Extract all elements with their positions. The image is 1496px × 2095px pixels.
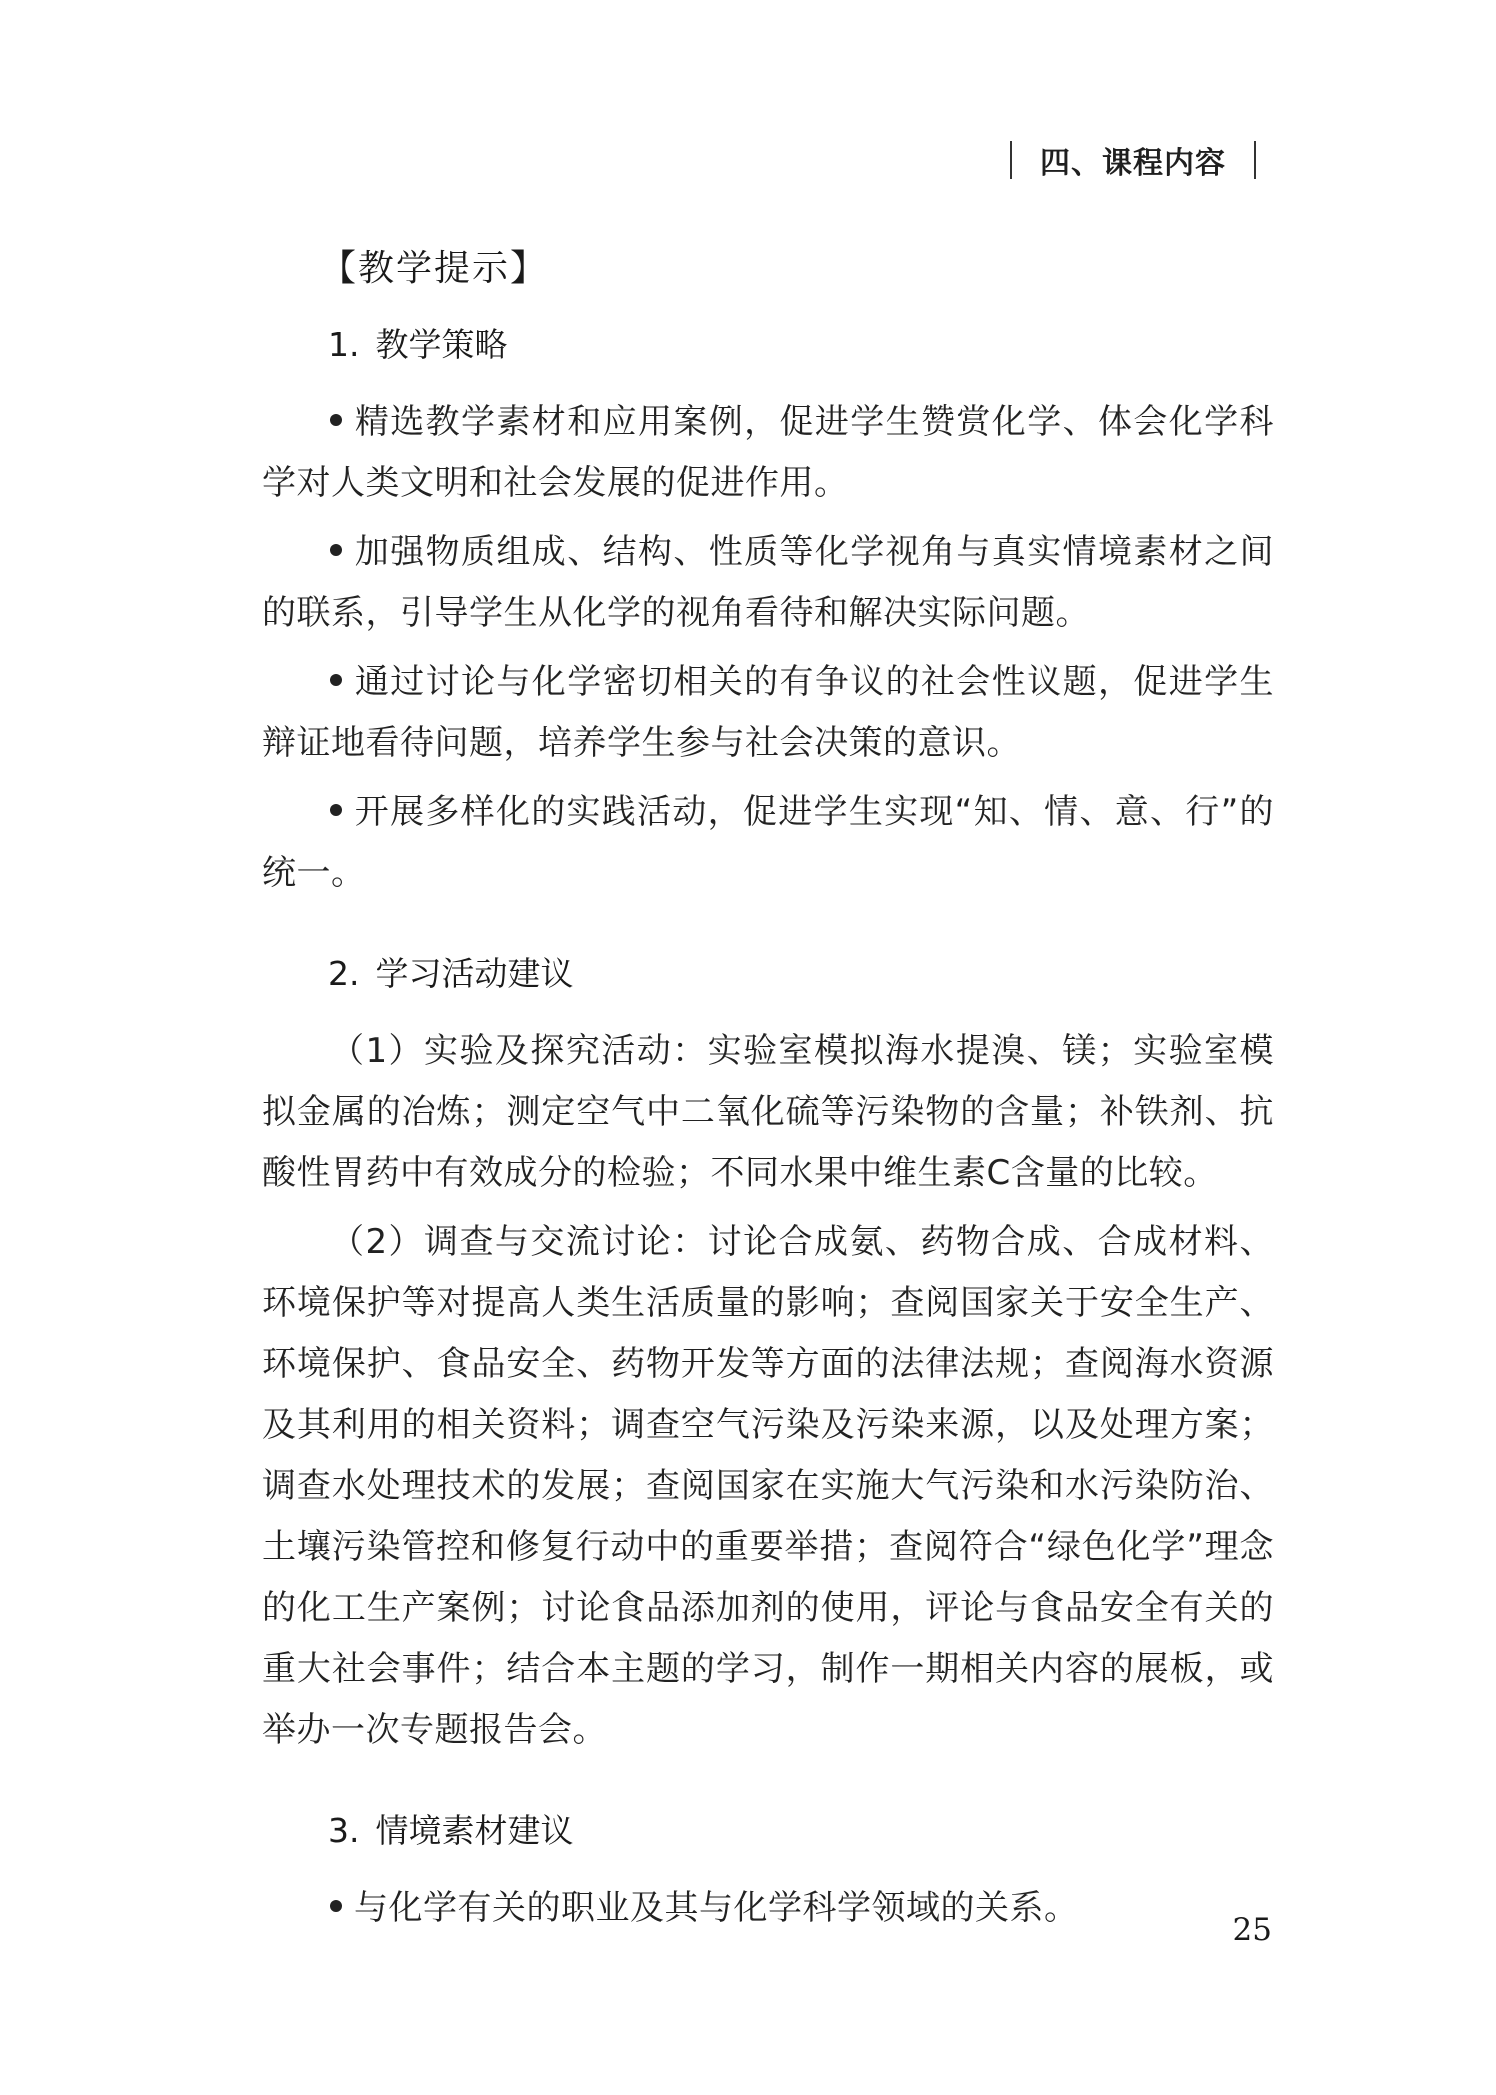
running-header: [982, 138, 1284, 182]
section-heading-activities: [328, 948, 1274, 995]
bullet-paragraph: 开展多样化的实践活动，促进学生实现“知、情、意、行”的统一。: [262, 792, 1274, 893]
section-spacer: [262, 912, 1274, 948]
chapter-title: 四、课程内容: [1040, 146, 1226, 181]
section-title: 教学策略: [375, 325, 508, 364]
numbered-paragraph: （1）实验及探究活动：实验室模拟海水提溴、镁；实验室模拟金属的冶炼；测定空气中二氧化硫等污染物的含量；补铁剂、抗酸性胃药中有效成分的检验；不同水果中维生素C含量的比较。: [262, 1031, 1274, 1193]
bullet-icon: [330, 804, 342, 816]
bullet-paragraph: 加强物质组成、结构、性质等化学视角与真实情境素材之间的联系，引导学生从化学的视角看待和解决实际问题。: [262, 532, 1274, 633]
page-body: [262, 240, 1274, 1947]
section-heading-strategy: [328, 319, 1274, 366]
teaching-tips-heading: 【教学提示】: [320, 248, 549, 289]
numbered-paragraph: （2）调查与交流讨论：讨论合成氨、药物合成、合成材料、环境保护等对提高人类生活质量的影响；查阅国家关于安全生产、环境保护、食品安全、药物开发等方面的法律法规；查阅海水资源及其利用的相关资料；调查空气污染及污染来源，以及处理方案；调查水处理技术的发展；查阅国家在实施大气污染和水污染防治、土壤污染管控和修复行动中的重要举措；查阅符合“绿色化学”理念的化工生产案例；讨论食品添加剂的使用，评论与食品安全有关的重大社会事件；结合本主题的学习，制作一期相关内容的展板，或举办一次专题报告会。: [262, 1222, 1274, 1750]
bullet-icon: [330, 544, 342, 556]
section-number: 2.: [328, 954, 360, 993]
section-title: 情境素材建议: [375, 1811, 574, 1850]
bullet-paragraph: 与化学有关的职业及其与化学科学领域的关系。: [262, 1878, 1274, 1939]
bullet-icon: [330, 674, 342, 686]
page-number: 25: [1232, 1912, 1272, 1948]
header-left-rule: [1010, 141, 1012, 179]
bullet-icon: [330, 414, 342, 426]
bullet-paragraph: 精选教学素材和应用案例，促进学生赞赏化学、体会化学科学对人类文明和社会发展的促进作用。: [262, 402, 1274, 503]
section-title: 学习活动建议: [375, 954, 574, 993]
header-right-rule: [1254, 141, 1256, 179]
section-number: 1.: [328, 325, 360, 364]
section-heading-materials: [328, 1805, 1274, 1852]
section-spacer: [262, 1769, 1274, 1805]
bullet-icon: [330, 1900, 342, 1912]
section-number: 3.: [328, 1811, 360, 1850]
bullet-paragraph: 通过讨论与化学密切相关的有争议的社会性议题，促进学生辩证地看待问题，培养学生参与社会决策的意识。: [262, 662, 1274, 763]
